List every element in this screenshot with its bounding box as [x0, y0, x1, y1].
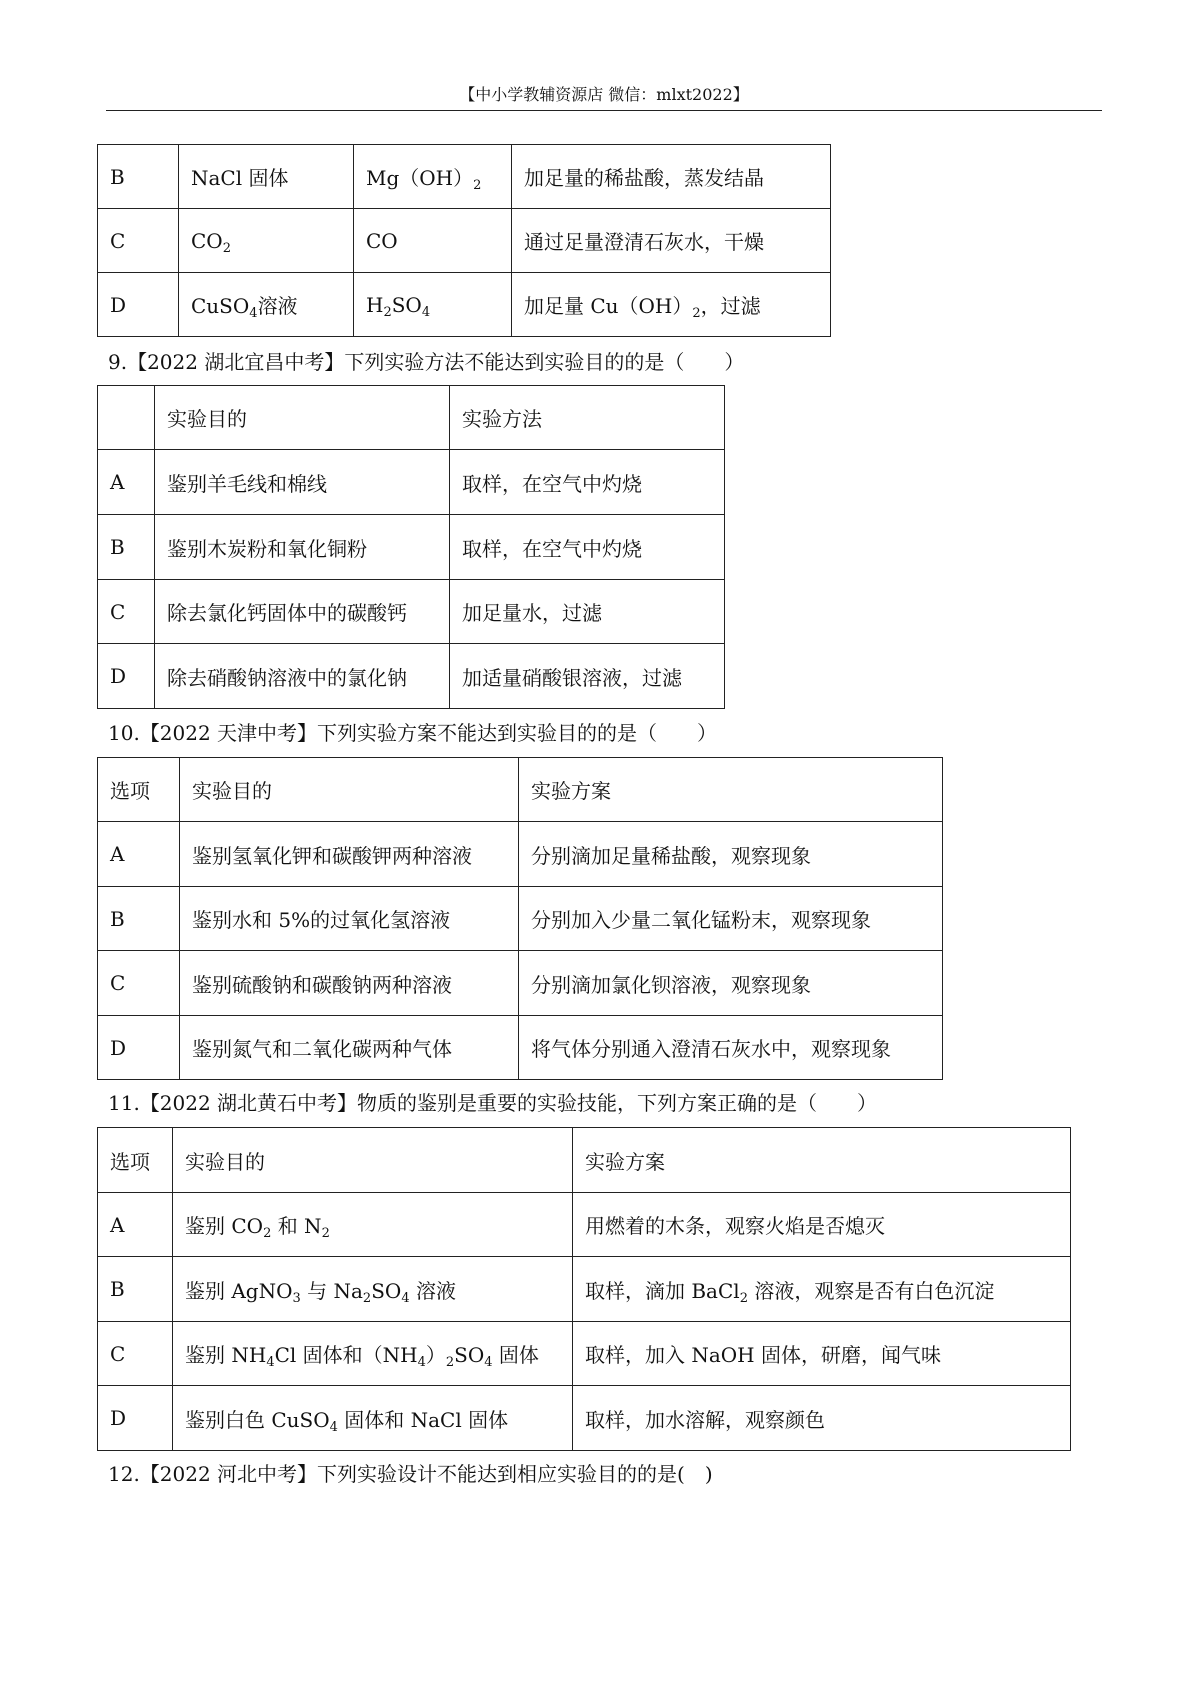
cell-plan: 将气体分别通入澄清石灰水中，观察现象	[519, 1016, 943, 1080]
table-row	[98, 1386, 1071, 1451]
cell-method: 加足量 $Cu(OH)_2$，过滤	[512, 273, 831, 337]
cell-option: D	[98, 1016, 180, 1080]
cell-goal: 鉴别氮气和二氧化碳两种气体	[180, 1016, 519, 1080]
table-row	[98, 822, 943, 887]
table-q8-continued	[97, 144, 831, 337]
table-row	[98, 450, 725, 515]
cell-method: 取样，在空气中灼烧	[450, 515, 725, 580]
table-q10	[97, 757, 943, 1080]
cell-plan: 分别滴加足量稀盐酸，观察现象	[519, 822, 943, 887]
cell-option: A	[98, 822, 180, 887]
cell-goal: 鉴别水和 5%的过氧化氢溶液	[180, 887, 519, 951]
header-cell: 实验方案	[519, 758, 943, 822]
table-header-row	[98, 1128, 1071, 1193]
question-9: 9.【2022 湖北宜昌中考】下列实验方法不能达到实验目的的是（ ）	[108, 350, 745, 374]
cell-option: B	[98, 515, 155, 580]
table-row	[98, 209, 831, 273]
table-q11	[97, 1127, 1071, 1451]
header-cell: 实验目的	[173, 1128, 573, 1193]
cell-option: B	[98, 1257, 173, 1322]
cell-substance: CuSO$_4$溶液	[179, 273, 354, 337]
header-cell: 选项	[98, 758, 180, 822]
question-12: 12.【2022 河北中考】下列实验设计不能达到相应实验目的的是( )	[108, 1462, 713, 1486]
cell-option: B	[98, 145, 179, 209]
header-cell	[98, 386, 155, 450]
cell-plan: 分别加入少量二氧化锰粉末，观察现象	[519, 887, 943, 951]
cell-option: B	[98, 887, 180, 951]
cell-method: 加足量水，过滤	[450, 580, 725, 644]
cell-goal: 鉴别 AgNO$_3$ 与 $Na_2SO_4$ 溶液	[173, 1257, 573, 1322]
cell-plan: 用燃着的木条，观察火焰是否熄灭	[573, 1193, 1071, 1257]
table-header-row	[98, 758, 943, 822]
cell-goal: 鉴别硫酸钠和碳酸钠两种溶液	[180, 951, 519, 1016]
cell-method: 加足量的稀盐酸，蒸发结晶	[512, 145, 831, 209]
cell-goal: 除去硝酸钠溶液中的氯化钠	[155, 644, 450, 709]
cell-plan: 分别滴加氯化钡溶液，观察现象	[519, 951, 943, 1016]
cell-goal: 除去氯化钙固体中的碳酸钙	[155, 580, 450, 644]
header-cell: 实验目的	[155, 386, 450, 450]
table-row	[98, 644, 725, 709]
question-10: 10.【2022 天津中考】下列实验方案不能达到实验目的的是（ ）	[108, 721, 718, 745]
question-11: 11.【2022 湖北黄石中考】物质的鉴别是重要的实验技能，下列方案正确的是（ ）	[108, 1091, 878, 1115]
cell-plan: 取样，加入 NaOH 固体，研磨，闻气味	[573, 1322, 1071, 1386]
cell-plan: 取样，滴加 BaCl$_2$ 溶液，观察是否有白色沉淀	[573, 1257, 1071, 1322]
table-row	[98, 1193, 1071, 1257]
header-cell: 实验方案	[573, 1128, 1071, 1193]
header-cell: 实验方法	[450, 386, 725, 450]
table-row	[98, 273, 831, 337]
cell-plan: 取样，加水溶解，观察颜色	[573, 1386, 1071, 1451]
cell-method: 取样，在空气中灼烧	[450, 450, 725, 515]
table-row	[98, 951, 943, 1016]
cell-option: A	[98, 450, 155, 515]
header-cell: 实验目的	[180, 758, 519, 822]
table-q9	[97, 385, 725, 709]
cell-option: C	[98, 580, 155, 644]
header-cell: 选项	[98, 1128, 173, 1193]
cell-option: D	[98, 1386, 173, 1451]
table-row	[98, 515, 725, 580]
cell-option: D	[98, 644, 155, 709]
cell-option: A	[98, 1193, 173, 1257]
table-row	[98, 1016, 943, 1080]
cell-option: D	[98, 273, 179, 337]
cell-method: 通过足量澄清石灰水，干燥	[512, 209, 831, 273]
table-row	[98, 887, 943, 951]
cell-option: C	[98, 951, 180, 1016]
cell-method: 加适量硝酸银溶液，过滤	[450, 644, 725, 709]
cell-option: C	[98, 209, 179, 273]
cell-goal: 鉴别 $NH_4Cl$ 固体和$(NH_4)_2SO_4$ 固体	[173, 1322, 573, 1386]
cell-goal: 鉴别氢氧化钾和碳酸钾两种溶液	[180, 822, 519, 887]
cell-goal: 鉴别 $CO_2$ 和 $N_2$	[173, 1193, 573, 1257]
cell-impurity: CO	[354, 209, 512, 273]
table-row	[98, 1322, 1071, 1386]
table-row	[98, 145, 831, 209]
cell-impurity: $H_2SO_4$	[354, 273, 512, 337]
cell-impurity: $Mg(OH)_2$	[354, 145, 512, 209]
cell-goal: 鉴别木炭粉和氧化铜粉	[155, 515, 450, 580]
cell-goal: 鉴别白色 CuSO$_4$ 固体和 NaCl 固体	[173, 1386, 573, 1451]
table-row	[98, 580, 725, 644]
table-row	[98, 1257, 1071, 1322]
cell-option: C	[98, 1322, 173, 1386]
header-divider	[106, 110, 1102, 111]
cell-substance: $CO_2$	[179, 209, 354, 273]
cell-substance: NaCl 固体	[179, 145, 354, 209]
cell-goal: 鉴别羊毛线和棉线	[155, 450, 450, 515]
page-header: 【中小学教辅资源店 微信：mlxt2022】	[459, 85, 749, 104]
table-header-row	[98, 386, 725, 450]
